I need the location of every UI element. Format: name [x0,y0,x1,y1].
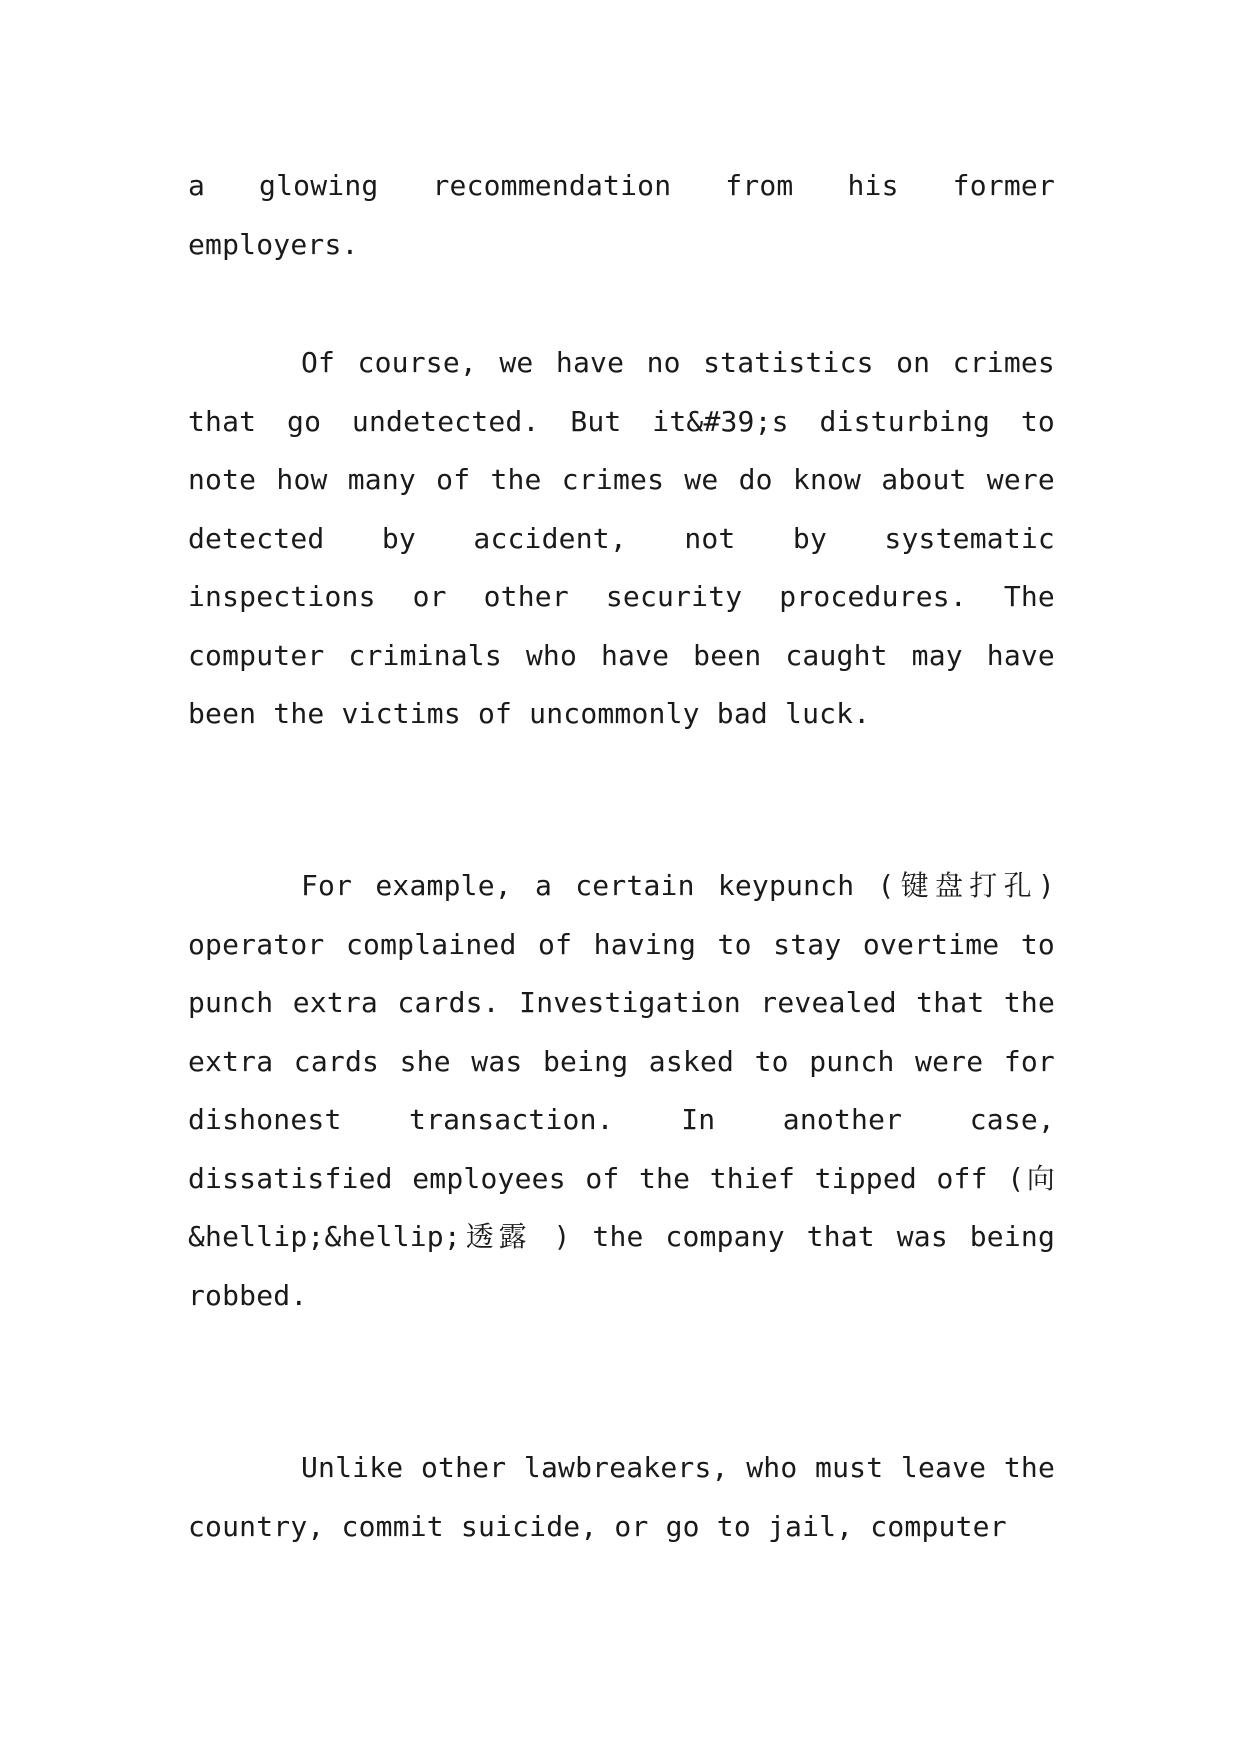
paragraph-continuation: a glowing recommendation from his former employers. [188,169,1055,261]
paragraph-unlike-lawbreakers: Unlike other lawbreakers, who must leave the country, commit suicide, or go to jail, computer [188,1451,1055,1543]
paragraph-keypunch-example: For example, a certain keypunch (键盘打孔) operator complained of having to stay overtime to punch extra cards. Investigation revealed that the extra cards she was being asked to punch were for dishonest transaction. In another case, dissatisfied employees of the thief tipped off (向&hellip;&hellip;透露 ) the company that was being robbed. [188,869,1055,1312]
paragraph-undetected-crimes: Of course, we have no statistics on crimes that go undetected. But it&#39;s disturbing to note how many of the crimes we do know about were detected by accident, not by systematic inspections or other security procedures. The computer criminals who have been caught may have been the victims of uncommonly bad luck. [188,346,1055,730]
